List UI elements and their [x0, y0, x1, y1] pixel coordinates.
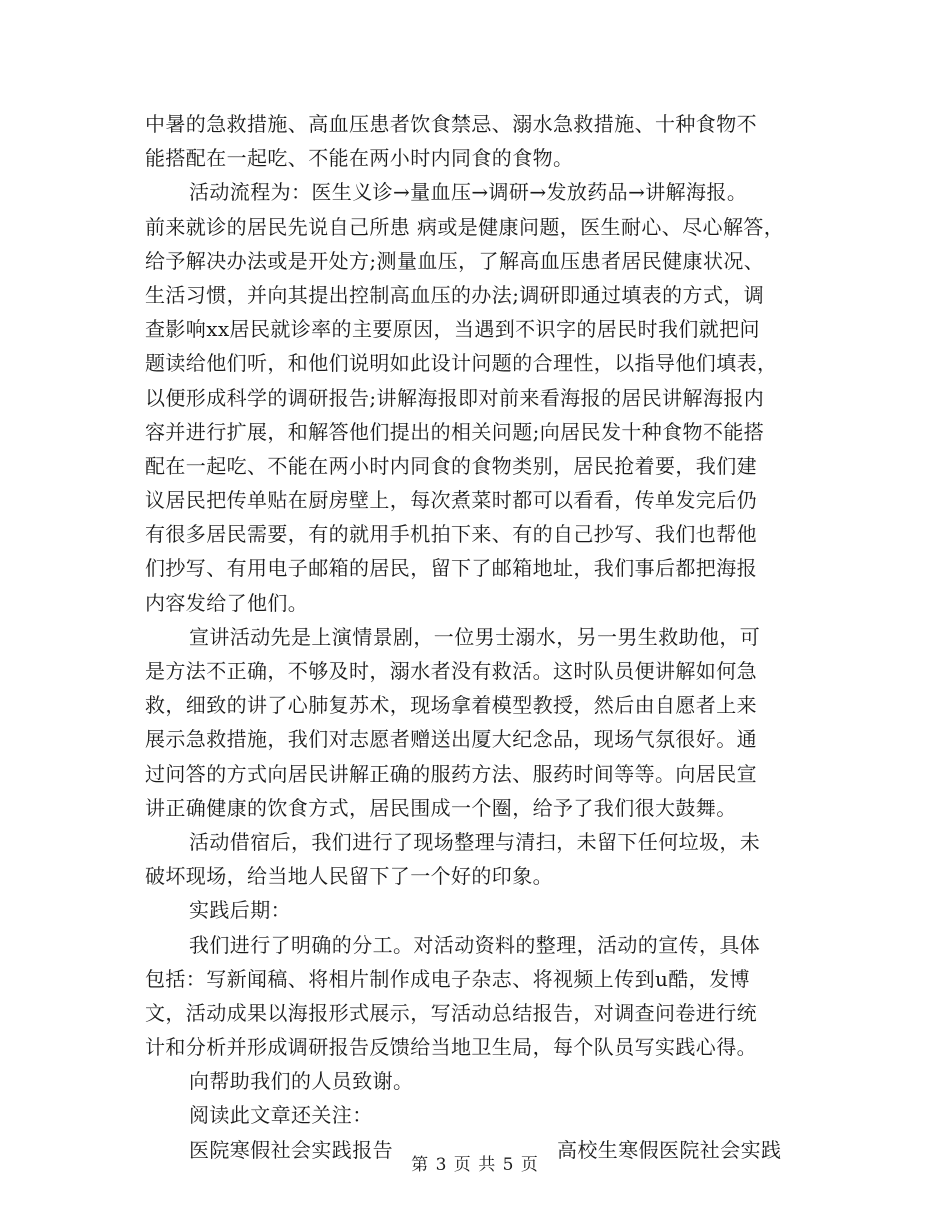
text-line: 活动流程为：医生义诊→量血压→调研→发放药品→讲解海报。	[189, 180, 748, 205]
text-line: 救，细致的讲了心肺复苏术，现场拿着模型教授，然后由自愿者上来	[145, 693, 757, 718]
text-line: 以便形成科学的调研报告;讲解海报即对前来看海报的居民讲解海报内	[145, 385, 765, 410]
text-line: 向帮助我们的人员致谢。	[189, 1069, 414, 1094]
text-line: 我们进行了明确的分工。对活动资料的整理，活动的宣传，具体	[189, 932, 761, 957]
text-line: 包括：写新闻稿、将相片制作成电子杂志、将视频上传到u酷，发博	[145, 966, 750, 991]
text-line: 阅读此文章还关注：	[189, 1103, 373, 1128]
text-line: 破坏现场，给当地人民留下了一个好的印象。	[145, 864, 553, 889]
text-line: 实践后期：	[189, 898, 291, 923]
page-footer-page-number: 第 3 页 共 5 页	[411, 1155, 539, 1175]
text-line: 容并进行扩展，和解答他们提出的相关问题;向居民发十种食物不能搭	[145, 419, 765, 444]
text-line: 配在一起吃、不能在两小时内同食的食物类别，居民抢着要，我们建	[145, 453, 757, 478]
text-line: 讲正确健康的饮食方式，居民围成一个圈，给予了我们很大鼓舞。	[145, 795, 737, 820]
text-line: 宣讲活动先是上演情景剧，一位男士溺水，另一男生救助他，可	[189, 624, 761, 649]
document-body	[145, 107, 815, 1167]
text-line: 议居民把传单贴在厨房壁上，每次煮菜时都可以看看，传单发完后仍	[145, 488, 757, 513]
text-line: 生活习惯，并向其提出控制高血压的办法;调研即通过填表的方式，调	[145, 282, 765, 307]
text-line: 活动借宿后，我们进行了现场整理与清扫，未留下任何垃圾，未	[189, 829, 761, 854]
related-article-link-right[interactable]: 高校生寒假医院社会实践	[557, 1137, 782, 1162]
text-line: 内容发给了他们。	[145, 590, 309, 615]
text-line: 是方法不正确，不够及时，溺水者没有救活。这时队员便讲解如何急	[145, 659, 757, 683]
text-line: 前来就诊的居民先说自己所患 病或是健康问题，医生耐心、尽心解答，	[145, 214, 785, 239]
text-line: 有很多居民需要，有的就用手机拍下来、有的自己抄写、我们也帮他	[145, 522, 757, 547]
text-line: 过问答的方式向居民讲解正确的服药方法、服药时间等等。向居民宣	[145, 761, 757, 786]
text-line: 题读给他们听，和他们说明如此设计问题的合理性，以指导他们填表，	[145, 351, 778, 376]
text-line: 中暑的急救措施、高血压患者饮食禁忌、溺水急救措施、十种食物不	[145, 112, 757, 136]
text-line: 们抄写、有用电子邮箱的居民，留下了邮箱地址，我们事后都把海报	[145, 556, 757, 581]
text-line: 计和分析并形成调研报告反馈给当地卫生局，每个队员写实践心得。	[145, 1035, 757, 1060]
text-line: 查影响xx居民就诊率的主要原因，当遇到不识字的居民时我们就把问	[145, 317, 760, 342]
text-line: 文，活动成果以海报形式展示，写活动总结报告，对调查问卷进行统	[145, 1000, 757, 1025]
text-line: 能搭配在一起吃、不能在两小时内同食的食物。	[145, 146, 574, 171]
related-article-link-left[interactable]: 医院寒假社会实践报告	[189, 1137, 393, 1162]
text-line: 展示急救措施，我们对志愿者赠送出厦大纪念品，现场气氛很好。通	[145, 727, 757, 752]
text-line: 给予解决办法或是开处方;测量血压，了解高血压患者居民健康状况、	[145, 248, 765, 273]
